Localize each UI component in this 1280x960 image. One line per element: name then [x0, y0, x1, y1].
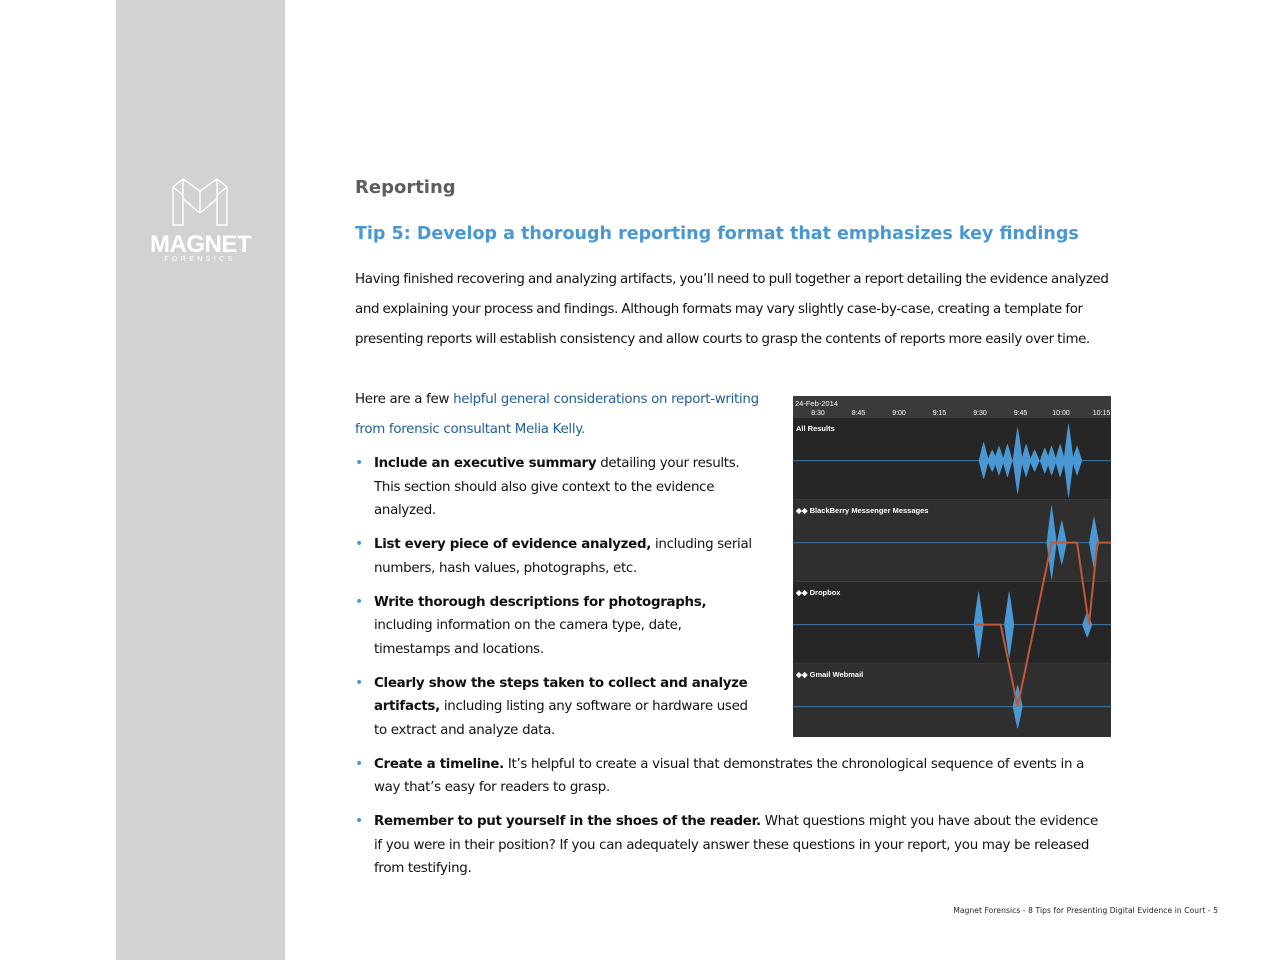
- timeline-chart-svg: [793, 396, 1111, 737]
- bullet-bold: Create a timeline.: [374, 756, 504, 772]
- bullet-text: including serial numbers, hash values, photographs, etc.: [374, 537, 752, 576]
- bullet-text: It’s helpful to create a visual that demonstrates the chronological sequence of events in a way that’s easy for readers to grasp.: [374, 756, 1084, 795]
- x-tick-label: 10:00: [1052, 410, 1070, 417]
- bullet-icon: •: [355, 455, 363, 471]
- intro-paragraph: Having finished recovering and analyzing artifacts, you’ll need to pull together a report detailing the evidence analyzed and explaining your process and findings. Although formats may vary slightly case-by-case, creating a template for presenting reports will establish consistency and allow courts to grasp the contents of reports more easily over time.: [355, 272, 1109, 347]
- list-item: [355, 672, 754, 743]
- sidebar: [116, 0, 285, 960]
- lane-label: All Results: [796, 424, 835, 433]
- considerations-paragraph: [355, 385, 780, 445]
- x-tick-label: 9:15: [932, 410, 947, 417]
- bullet-bold: Write thorough descriptions for photographs,: [374, 594, 707, 610]
- x-tick-label: 8:30: [811, 410, 825, 417]
- list-item: [355, 452, 754, 523]
- list-item: [355, 533, 754, 580]
- x-tick-label: 9:30: [973, 410, 987, 417]
- timeline-chart: [793, 396, 1111, 737]
- bullet-icon: •: [355, 536, 363, 552]
- page-footer: Magnet Forensics - 8 Tips for Presenting Digital Evidence in Court - 5: [953, 906, 1218, 915]
- magnet-logo-icon: [171, 175, 229, 229]
- bullet-text: detailing your results. This section should also give context to the evidence analyzed.: [374, 456, 740, 518]
- x-tick-label: 9:00: [892, 410, 906, 417]
- chart-title: 24-Feb-2014: [795, 399, 838, 408]
- section-title: Reporting: [355, 177, 456, 198]
- lane-label: ◆◆ Dropbox: [796, 588, 841, 597]
- bullet-icon: •: [355, 593, 363, 610]
- tip-title: Tip 5: Develop a thorough reporting format that emphasizes key findings: [355, 224, 1079, 244]
- x-tick-label: 9:45: [1013, 410, 1028, 417]
- bullet-text: What questions might you have about the evidence if you were in their position? If you can adequately answer these questions in your report, you may be released from testifying.: [374, 814, 1098, 876]
- lane-background: [793, 582, 1111, 664]
- magnet-forensics-logo: [150, 175, 250, 270]
- lane-label: ◆◆ BlackBerry Messenger Messages: [796, 506, 929, 515]
- bullet-bold: Include an executive summary: [374, 456, 597, 471]
- bullet-bold: Remember to put yourself in the shoes of the reader.: [374, 814, 761, 829]
- x-tick-label: 10:15: [1092, 410, 1111, 417]
- considerations-lead: Here are a few: [355, 392, 454, 407]
- bullet-text: including information on the camera type, date, timestamps and locations.: [374, 618, 682, 657]
- bullet-bold: Clearly show the steps taken to collect and analyze artifacts,: [374, 675, 748, 714]
- list-item: [355, 810, 1104, 881]
- lane-label: ◆◆ Gmail Webmail: [796, 670, 864, 679]
- bullet-text: including listing any software or hardware used to extract and analyze data.: [374, 699, 748, 738]
- bullet-icon: •: [355, 813, 363, 829]
- bullet-icon: •: [355, 674, 363, 691]
- logo-subtitle: FORENSICS: [164, 256, 236, 263]
- bullet-bold: List every piece of evidence analyzed,: [374, 537, 652, 552]
- list-item: [355, 753, 1104, 800]
- considerations-link[interactable]: helpful general considerations on report-writing from forensic consultant Melia Kelly.: [355, 392, 759, 437]
- logo-wordmark: MAGNET: [150, 231, 251, 258]
- list-item: [355, 591, 754, 662]
- x-tick-label: 8:45: [851, 410, 866, 417]
- bullet-icon: •: [355, 755, 363, 772]
